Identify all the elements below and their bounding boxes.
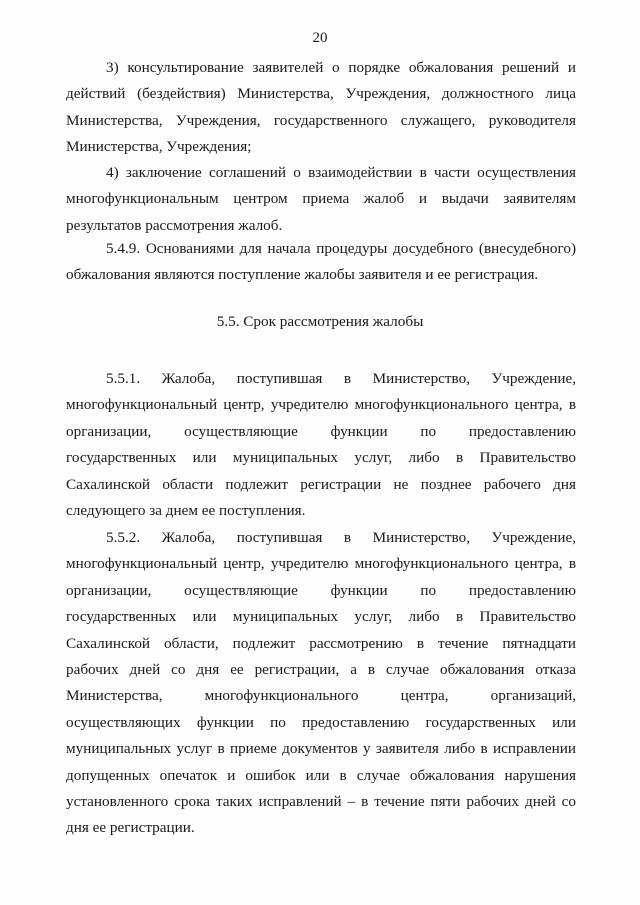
text-line: государственных или муниципальных услуг, либо в Правительство [66, 608, 576, 626]
text-line: Сахалинской области подлежит регистрации не позднее рабочего дня [66, 475, 576, 493]
text-line: многофункциональный центр, учредителю многофункционального центра, в [66, 555, 576, 573]
text-line: 5.4.9. Основаниями для начала процедуры досудебного (внесудебного) [106, 240, 576, 257]
text-line: установленного срока таких исправлений – в течение пяти рабочих дней со [66, 792, 576, 810]
section-heading: 5.5. Срок рассмотрения жалобы [216, 313, 424, 330]
text-line: государственных или муниципальных услуг, либо в Правительство [66, 449, 576, 467]
text-line: многофункциональный центр, учредителю многофункционального центра, в [66, 396, 576, 414]
paragraph-5-5-2 [66, 525, 576, 842]
text-line: 5.5.1. Жалоба, поступившая в Министерство, Учреждение, [106, 370, 576, 387]
text-line: 4) заключение соглашений о взаимодействии в части осуществления [106, 164, 576, 181]
paragraph-5-4-9 [66, 236, 576, 289]
text-line: результатов рассмотрения жалоб. [66, 216, 283, 234]
text-line: Министерства, Учреждения; [66, 138, 252, 156]
text-line: 5.5.2. Жалоба, поступившая в Министерство, Учреждение, [106, 529, 576, 546]
text-line: осуществляющих функции по предоставлению государственных или [66, 713, 576, 731]
list-item-4 [66, 160, 576, 239]
text-line: Сахалинской области, подлежит рассмотрению в течение пятнадцати [66, 634, 576, 652]
text-line: 3) консультирование заявителей о порядке обжалования решений и [106, 59, 576, 76]
list-item-3 [66, 55, 576, 161]
text-line: муниципальных услуг в приеме документов у заявителя либо в исправлении [66, 740, 576, 758]
paragraph-5-5-1 [66, 366, 576, 524]
page-number: 20 [312, 30, 328, 46]
text-line: организации, осуществляющие функции по предоставлению [66, 422, 576, 440]
text-line: действий (бездействия) Министерства, Учреждения, должностного лица [66, 85, 576, 103]
text-line: многофункциональным центром приема жалоб и выдачи заявителям [66, 190, 576, 208]
text-line: следующего за днем ее поступления. [66, 501, 306, 519]
text-line: Министерства, Учреждения, государственного служащего, руководителя [66, 111, 576, 129]
text-line: обжалования являются поступление жалобы заявителя и ее регистрация. [66, 266, 539, 284]
text-line: Министерства, многофункционального центра, организаций, [66, 687, 576, 705]
text-line: организации, осуществляющие функции по предоставлению [66, 581, 576, 599]
text-line: дня ее регистрации. [66, 819, 195, 837]
text-line: рабочих дней со дня ее регистрации, а в случае обжалования отказа [66, 660, 576, 678]
text-line: допущенных опечаток и ошибок или в случае обжалования нарушения [66, 766, 576, 784]
